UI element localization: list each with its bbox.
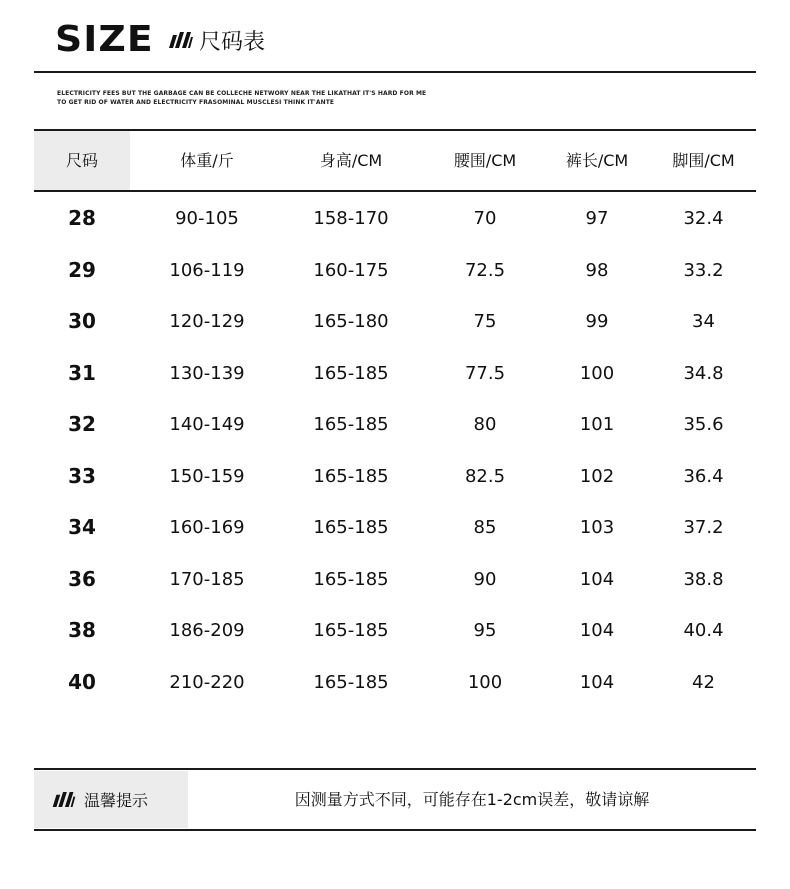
cell-height: 160-175 [313, 259, 389, 281]
cell-length: 104 [579, 568, 615, 590]
cell-size: 40 [68, 669, 96, 694]
cell-waist: 75 [473, 311, 497, 332]
note-top-divider [34, 768, 756, 770]
cell-hem: 42 [692, 671, 715, 693]
cell-waist: 90 [473, 568, 497, 590]
cell-length: 97 [585, 208, 609, 229]
cell-size: 29 [68, 257, 96, 282]
cell-height: 165-185 [313, 671, 389, 693]
cell-size: 28 [68, 206, 96, 230]
table-row [34, 399, 756, 451]
column-header-hem: 脚围/CM [672, 151, 735, 170]
cell-height: 165-185 [313, 517, 389, 538]
cell-length: 103 [579, 517, 615, 538]
cell-size: 36 [68, 566, 96, 591]
cell-length: 100 [579, 362, 615, 384]
cell-waist: 95 [473, 620, 497, 641]
cell-waist: 85 [473, 517, 497, 538]
header-divider [34, 71, 756, 73]
note-bottom-divider [34, 829, 756, 831]
column-header-weight: 体重/斤 [180, 151, 234, 170]
table-header-row [34, 131, 756, 190]
table-row [34, 451, 756, 503]
table-row [34, 554, 756, 606]
cell-hem: 35.6 [683, 414, 724, 435]
tip-box [34, 771, 756, 828]
cell-hem: 37.2 [683, 517, 724, 538]
cell-length: 104 [579, 620, 615, 641]
cell-size: 31 [68, 360, 96, 385]
cell-weight: 106-119 [169, 259, 245, 281]
column-header-size: 尺码 [65, 151, 98, 170]
column-header-height: 身高/CM [319, 151, 383, 170]
cell-waist: 72.5 [464, 259, 506, 281]
cell-hem: 34 [692, 311, 715, 332]
column-header-waist: 腰围/CM [453, 151, 517, 170]
cell-size: 38 [68, 618, 96, 642]
cell-height: 158-170 [313, 208, 389, 229]
cell-waist: 77.5 [464, 362, 506, 384]
cell-size: 30 [68, 309, 96, 333]
cell-height: 165-185 [313, 568, 389, 590]
tip-label [52, 771, 148, 828]
page-title-cn: 尺码表 [199, 29, 266, 55]
table-row [34, 193, 756, 245]
cell-weight: 90-105 [175, 208, 239, 229]
cell-height: 165-180 [313, 311, 389, 332]
table-row [34, 657, 756, 709]
cell-weight: 150-159 [169, 465, 245, 487]
cell-length: 101 [579, 414, 615, 435]
table-row [34, 605, 756, 657]
cell-hem: 32.4 [683, 208, 724, 229]
cell-waist: 82.5 [464, 465, 506, 487]
table-row [34, 348, 756, 400]
cell-waist: 100 [467, 671, 503, 693]
cell-size: 32 [68, 412, 96, 436]
cell-weight: 170-185 [169, 568, 245, 590]
cell-hem: 34.8 [683, 362, 724, 384]
cell-length: 99 [585, 311, 609, 332]
cell-length: 102 [579, 465, 615, 487]
cell-height: 165-185 [313, 414, 389, 435]
cell-weight: 120-129 [169, 311, 245, 332]
cell-hem: 38.8 [683, 568, 724, 590]
slash-stripes-logo-icon [169, 31, 193, 49]
cell-height: 165-185 [313, 362, 389, 384]
cell-height: 165-185 [313, 620, 389, 641]
cell-weight: 210-220 [169, 671, 245, 693]
cell-hem: 40.4 [683, 620, 724, 641]
cell-length: 104 [579, 671, 615, 693]
cell-weight: 160-169 [169, 517, 245, 538]
cell-waist: 70 [473, 208, 497, 229]
page-title-en: SIZE [55, 19, 154, 60]
page-header [55, 18, 265, 62]
cell-size: 33 [68, 463, 96, 488]
cell-weight: 186-209 [169, 620, 245, 641]
cell-hem: 36.4 [683, 465, 724, 487]
slash-stripes-logo-icon [52, 791, 76, 808]
cell-hem: 33.2 [683, 259, 724, 281]
cell-length: 98 [585, 259, 609, 281]
table-row [34, 502, 756, 554]
table-row [34, 296, 756, 348]
cell-size: 34 [68, 515, 96, 539]
column-header-length: 裤长/CM [565, 151, 629, 170]
size-table [34, 131, 756, 708]
table-body [34, 192, 756, 708]
header-blurb: ELECTRICITY FEES BUT THE GARBAGE CAN BE COLLECHE NETWORY NEAR THE LIKATHAT IT'S HARD FOR ME TO GET RID OF WATER AND ELECTRICITY FRASOMINAL MUSCLESI THINK IT'ANTE [57, 90, 427, 106]
cell-height: 165-185 [313, 465, 389, 487]
cell-waist: 80 [473, 414, 497, 435]
cell-weight: 130-139 [169, 362, 245, 384]
tip-title: 温馨提示 [84, 791, 149, 810]
header-bottom-divider [34, 190, 756, 192]
tip-text: 因测量方式不同，可能存在1-2cm误差，敬请谅解 [294, 790, 650, 809]
table-row [34, 245, 756, 297]
cell-weight: 140-149 [169, 414, 245, 435]
